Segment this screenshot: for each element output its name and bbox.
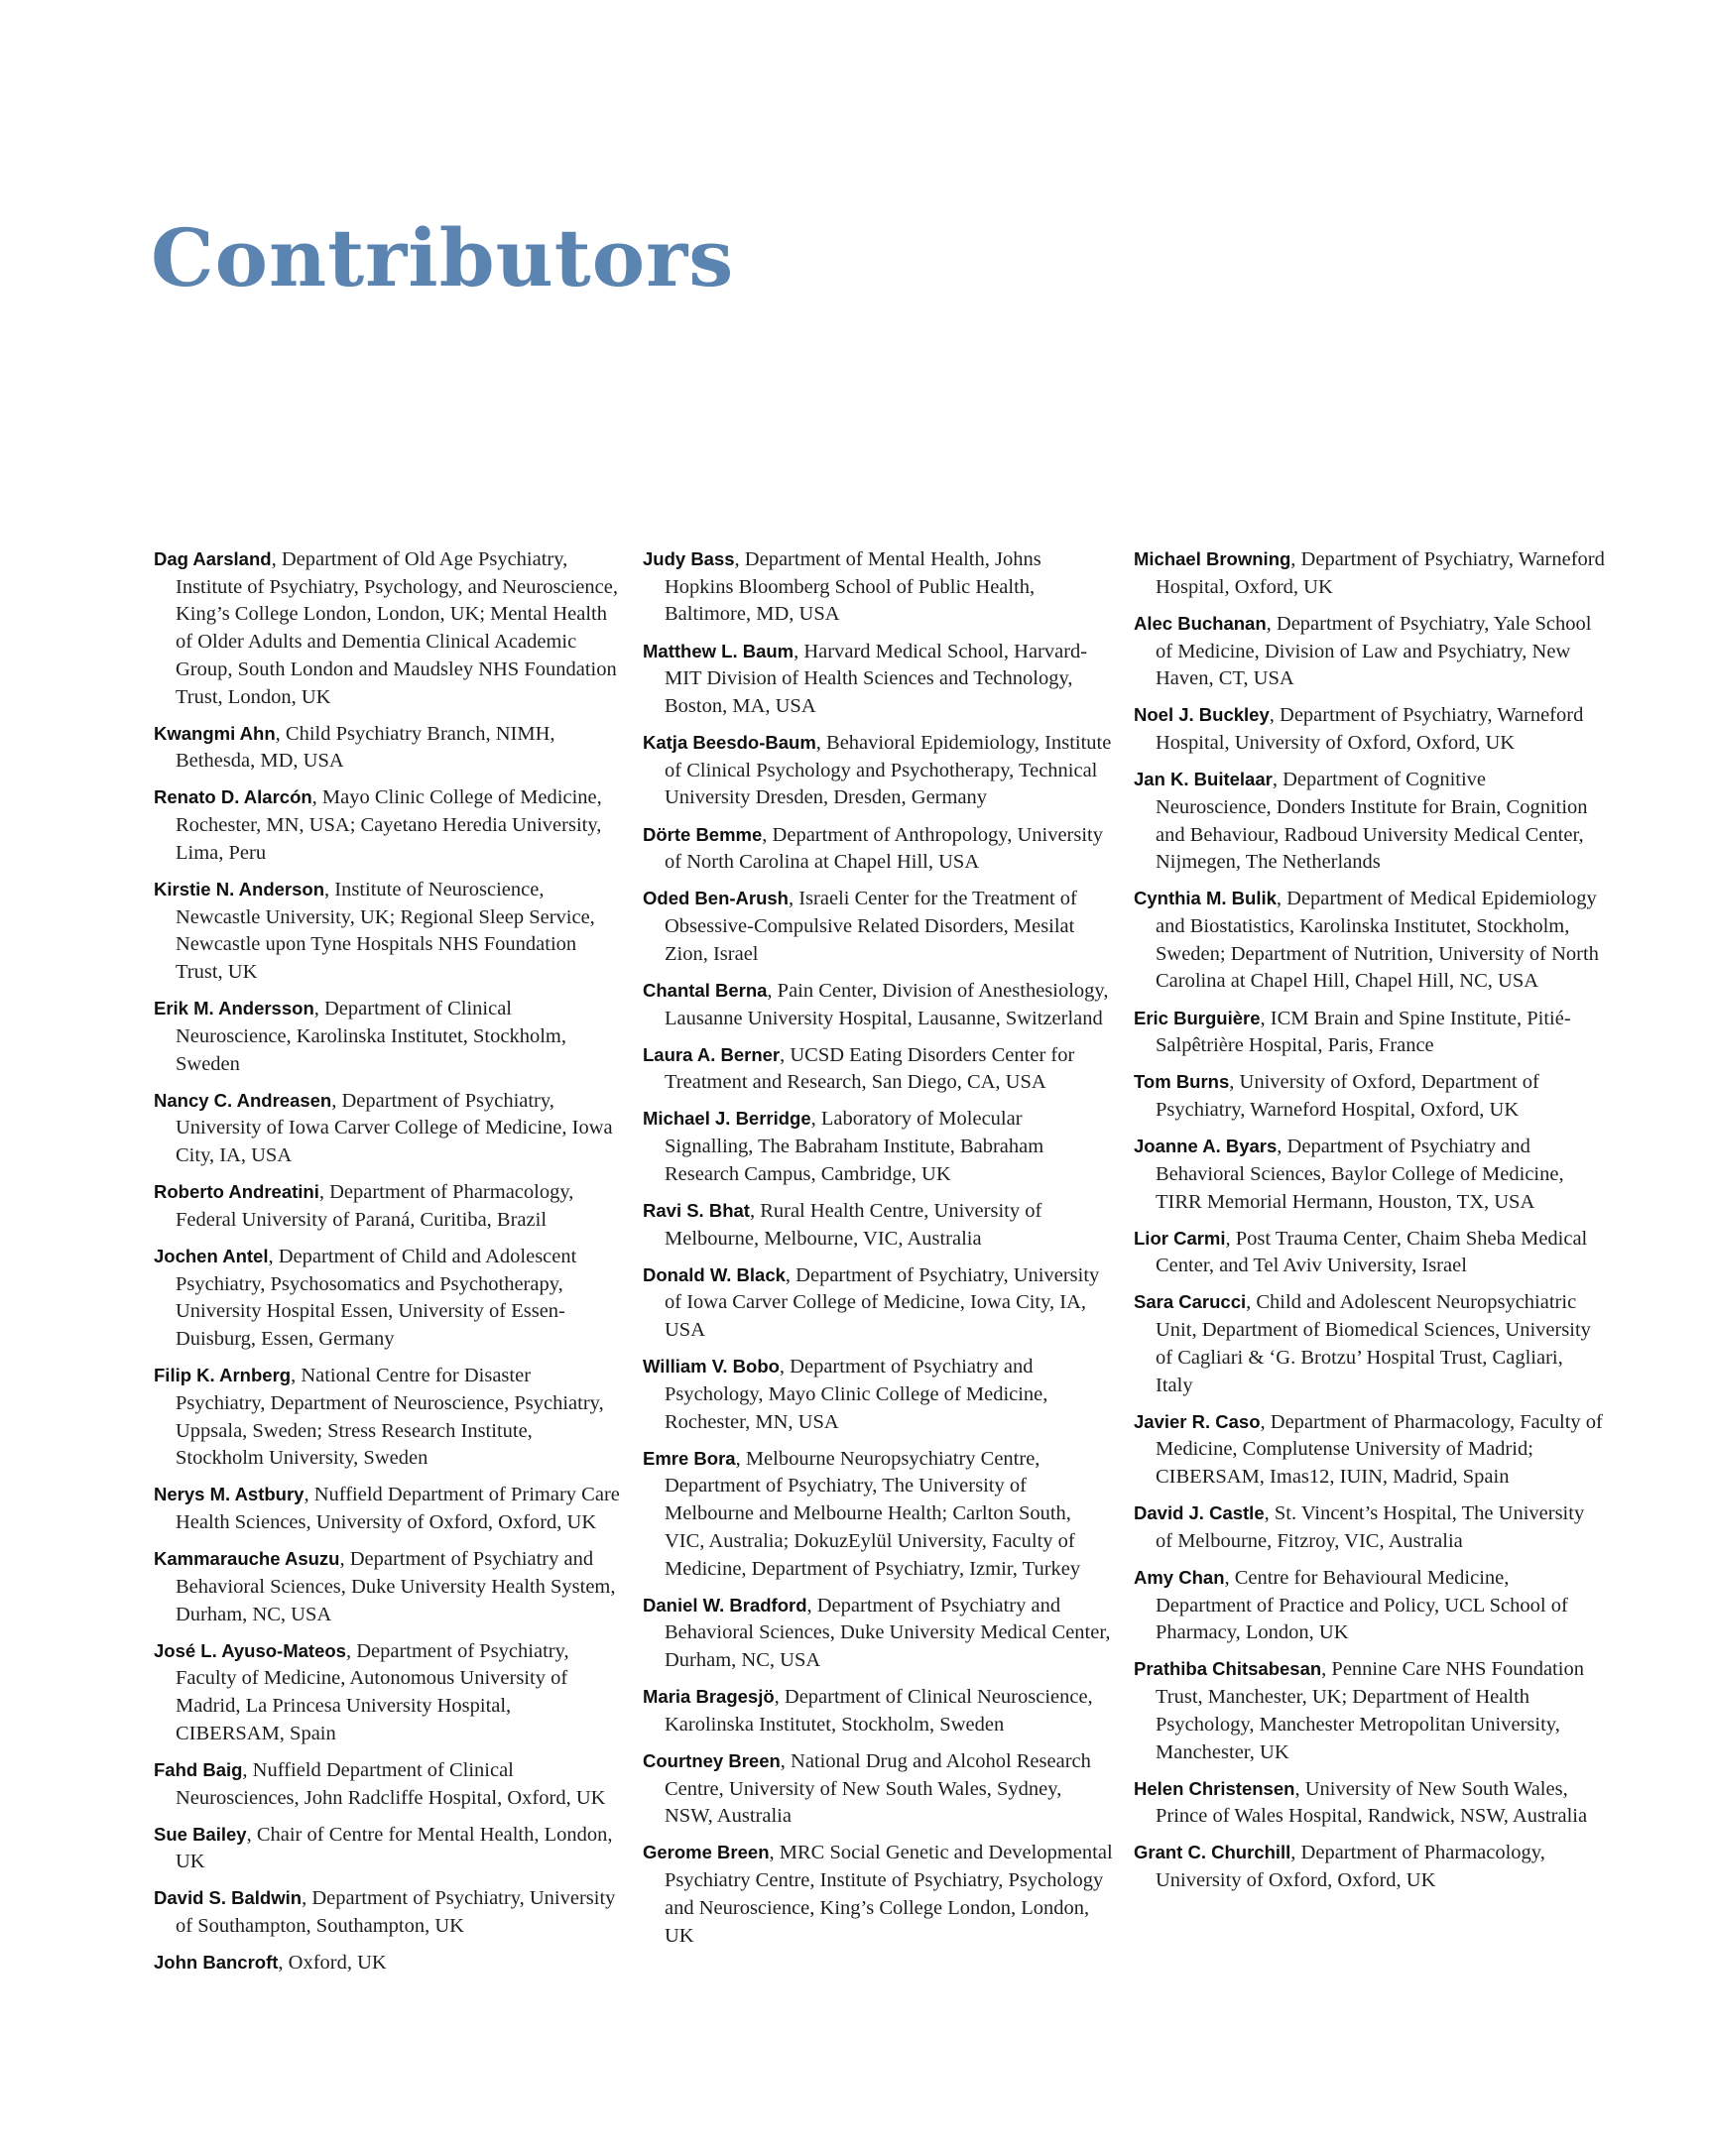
contributor-name: Judy Bass xyxy=(643,548,735,569)
contributor-entry xyxy=(1134,545,1605,601)
contributor-entry xyxy=(1134,1225,1605,1280)
contributor-name: Kwangmi Ahn xyxy=(154,722,276,744)
contributor-entry xyxy=(154,1545,625,1628)
contributor-affiliation: , Child Psychiatry Branch, NIMH, Bethesda, MD, USA xyxy=(176,722,555,773)
contributor-entry xyxy=(1134,1288,1605,1399)
contributor-name: Jochen Antel xyxy=(154,1245,269,1266)
contributor-affiliation: , Department of Clinical Neuroscience, Karolinska Institutet, Stockholm, Sweden xyxy=(665,1686,1093,1736)
contributor-affiliation: , Israeli Center for the Treatment of Obsessive-Compulsive Related Disorders, Mesilat Zion, Israel xyxy=(665,888,1077,965)
contributor-entry xyxy=(1134,885,1605,996)
contributor-entry xyxy=(1134,701,1605,757)
contributor-affiliation: , Department of Psychiatry, Yale School of Medicine, Division of Law and Psychiatry, New Haven, CT, USA xyxy=(1156,612,1592,690)
contributor-name: Alec Buchanan xyxy=(1134,612,1267,634)
contributor-name: Fahd Baig xyxy=(154,1758,243,1780)
contributor-entry xyxy=(154,783,625,867)
contributor-name: Courtney Breen xyxy=(643,1749,781,1771)
contributor-entry xyxy=(643,1683,1114,1738)
contributor-entry xyxy=(643,1041,1114,1097)
contributor-affiliation: , Nuffield Department of Clinical Neurosciences, John Radcliffe Hospital, Oxford, UK xyxy=(176,1758,606,1809)
contributor-entry xyxy=(154,1481,625,1536)
contributor-name: John Bancroft xyxy=(154,1952,279,1974)
contributor-affiliation: , Department of Medical Epidemiology and Biostatistics, Karolinska Institutet, Stockholm, Sweden; Department of Nutrition, University of North Carolina at Chapel Hill, Chapel Hill, NC, USA xyxy=(1156,888,1599,993)
contributor-affiliation: , Department of Old Age Psychiatry, Institute of Psychiatry, Psychology, and Neuroscience, King’s College London, London, UK; Mental Health of Older Adults and Dementia Clinical Academic Group, South London and Maudsley NHS Foundation Trust, London, UK xyxy=(176,548,618,708)
contributor-name: Joanne A. Byars xyxy=(1134,1136,1278,1157)
contributor-name: Oded Ben-Arush xyxy=(643,888,789,909)
contributor-entry xyxy=(1134,1005,1605,1060)
contributor-entry xyxy=(154,1884,625,1940)
contributor-affiliation: , Department of Psychiatry, Faculty of Medicine, Autonomous University of Madrid, La Princesa University Hospital, CIBERSAM, Spain xyxy=(176,1639,569,1744)
contributor-name: Helen Christensen xyxy=(1134,1777,1295,1799)
contributor-entry xyxy=(1134,1839,1605,1894)
contributor-affiliation: , Department of Psychiatry and Behavioral Sciences, Duke University Health System, Durham, NC, USA xyxy=(176,1548,616,1625)
contributor-entry xyxy=(643,885,1114,968)
contributor-affiliation: , Child and Adolescent Neuropsychiatric Unit, Department of Biomedical Sciences, University of Cagliari & ‘G. Brotzu’ Hospital Trust, Cagliari, Italy xyxy=(1156,1291,1591,1396)
contributor-name: Tom Burns xyxy=(1134,1071,1230,1093)
contributors-column-3 xyxy=(1134,545,1605,1903)
contributor-name: Erik M. Andersson xyxy=(154,998,314,1019)
contributor-name: Renato D. Alarcón xyxy=(154,786,312,808)
contributor-name: Michael Browning xyxy=(1134,548,1291,569)
contributor-entry xyxy=(643,1105,1114,1188)
contributor-name: Ravi S. Bhat xyxy=(643,1199,750,1221)
contributor-name: Maria Bragesjö xyxy=(643,1686,775,1708)
contributor-name: Emre Bora xyxy=(643,1447,736,1469)
contributor-entry xyxy=(1134,1655,1605,1766)
contributor-affiliation: , Centre for Behavioural Medicine, Department of Practice and Policy, UCL School of Pharmacy, London, UK xyxy=(1156,1566,1568,1644)
contributor-name: Nerys M. Astbury xyxy=(154,1484,305,1505)
contributor-name: Eric Burguière xyxy=(1134,1007,1261,1028)
contributor-entry xyxy=(643,638,1114,721)
contributor-entry xyxy=(1134,1499,1605,1555)
contributor-affiliation: , Pain Center, Division of Anesthesiology, Lausanne University Hospital, Lausanne, Switzerland xyxy=(665,979,1109,1029)
contributor-entry xyxy=(154,1756,625,1812)
contributor-affiliation: , Institute of Neuroscience, Newcastle University, UK; Regional Sleep Service, Newcastle upon Tyne Hospitals NHS Foundation Trust, UK xyxy=(176,878,595,984)
contributor-affiliation: , Department of Psychiatry and Psychology, Mayo Clinic College of Medicine, Rochester, MN, USA xyxy=(665,1356,1048,1433)
contributor-affiliation: , Oxford, UK xyxy=(278,1952,387,1975)
contributor-affiliation: , Nuffield Department of Primary Care Health Sciences, University of Oxford, Oxford, UK xyxy=(176,1484,620,1534)
contributor-name: Chantal Berna xyxy=(643,979,768,1001)
contributor-name: Filip K. Arnberg xyxy=(154,1365,292,1386)
contributor-entry xyxy=(643,1445,1114,1584)
contributor-affiliation: , Department of Cognitive Neuroscience, Donders Institute for Brain, Cognition and Behaviour, Radboud University Medical Center, Nijmegen, The Netherlands xyxy=(1156,769,1588,874)
contributor-name: Daniel W. Bradford xyxy=(643,1594,807,1616)
contributor-name: David S. Baldwin xyxy=(154,1887,303,1909)
contributor-name: Dag Aarsland xyxy=(154,548,272,569)
contributor-affiliation: , National Drug and Alcohol Research Centre, University of New South Wales, Sydney, NSW, Australia xyxy=(665,1749,1091,1828)
contributor-affiliation: , Department of Child and Adolescent Psychiatry, Psychosomatics and Psychotherapy, University Hospital Essen, University of Essen-Duisburg, Essen, Germany xyxy=(176,1245,577,1351)
contributor-affiliation: , Mayo Clinic College of Medicine, Rochester, MN, USA; Cayetano Heredia University, Lima, Peru xyxy=(176,786,602,864)
contributor-name: Katja Beesdo-Baum xyxy=(643,732,816,753)
contributor-entry xyxy=(1134,1133,1605,1216)
contributor-name: Matthew L. Baum xyxy=(643,640,794,661)
contributor-name: Roberto Andreatini xyxy=(154,1181,319,1203)
contributor-name: David J. Castle xyxy=(1134,1502,1265,1524)
contributor-entry xyxy=(643,545,1114,629)
contributor-affiliation: , UCSD Eating Disorders Center for Treatment and Research, San Diego, CA, USA xyxy=(665,1043,1075,1094)
contributor-affiliation: , ICM Brain and Spine Institute, Pitié-Salpêtrière Hospital, Paris, France xyxy=(1156,1007,1571,1057)
contributors-column-1 xyxy=(154,545,625,1985)
contributor-affiliation: , Department of Pharmacology, Federal University of Paraná, Curitiba, Brazil xyxy=(176,1181,574,1231)
contributor-name: Lior Carmi xyxy=(1134,1227,1226,1249)
contributor-affiliation: , Department of Pharmacology, Faculty of Medicine, Complutense University of Madrid; CIBERSAM, Imas12, IUIN, Madrid, Spain xyxy=(1156,1410,1603,1488)
contributor-entry xyxy=(154,1087,625,1170)
contributor-affiliation: , Department of Psychiatry, Warneford Hospital, Oxford, UK xyxy=(1156,548,1605,598)
contributor-name: Noel J. Buckley xyxy=(1134,704,1270,726)
contributor-name: Nancy C. Andreasen xyxy=(154,1089,332,1111)
contributor-affiliation: , National Centre for Disaster Psychiatry, Department of Neuroscience, Psychiatry, Uppsala, Sweden; Stress Research Institute, Stockholm University, Sweden xyxy=(176,1365,604,1470)
contributor-entry xyxy=(643,1261,1114,1345)
contributor-name: Dörte Bemme xyxy=(643,823,763,845)
contributor-affiliation: , Harvard Medical School, Harvard-MIT Division of Health Sciences and Technology, Boston, MA, USA xyxy=(665,640,1088,717)
contributor-affiliation: , University of Oxford, Department of Psychiatry, Warneford Hospital, Oxford, UK xyxy=(1156,1071,1539,1121)
contributor-affiliation: , Department of Psychiatry, University of Southampton, Southampton, UK xyxy=(176,1887,616,1938)
contributor-affiliation: , Post Trauma Center, Chaim Sheba Medical Center, and Tel Aviv University, Israel xyxy=(1156,1227,1588,1277)
contributor-affiliation: , St. Vincent’s Hospital, The University of Melbourne, Fitzroy, VIC, Australia xyxy=(1156,1502,1585,1552)
contributor-entry xyxy=(643,1592,1114,1675)
contributor-entry xyxy=(643,977,1114,1032)
contributor-affiliation: , Department of Psychiatry, University of Iowa Carver College of Medicine, Iowa City, IA, USA xyxy=(665,1263,1100,1342)
contributor-affiliation: , Department of Anthropology, University of North Carolina at Chapel Hill, USA xyxy=(665,823,1103,874)
contributor-entry xyxy=(643,1839,1114,1950)
contributor-name: Cynthia M. Bulik xyxy=(1134,888,1277,909)
contributor-name: Laura A. Berner xyxy=(643,1043,781,1065)
contributor-affiliation: , Department of Clinical Neuroscience, Karolinska Institutet, Stockholm, Sweden xyxy=(176,998,566,1075)
contributor-affiliation: , Chair of Centre for Mental Health, London, UK xyxy=(176,1823,613,1873)
contributor-name: José L. Ayuso-Mateos xyxy=(154,1639,346,1661)
contributors-column-2 xyxy=(643,545,1114,1959)
contributor-affiliation: , Rural Health Centre, University of Melbourne, Melbourne, VIC, Australia xyxy=(665,1199,1042,1250)
contributor-name: William V. Bobo xyxy=(643,1356,780,1377)
contributor-entry xyxy=(154,1637,625,1748)
contributor-entry xyxy=(154,1178,625,1234)
contributor-entry xyxy=(1134,1408,1605,1492)
contributor-name: Gerome Breen xyxy=(643,1842,770,1863)
contributor-entry xyxy=(1134,1068,1605,1124)
contributor-name: Donald W. Black xyxy=(643,1263,786,1285)
contributor-entry xyxy=(643,1353,1114,1436)
contributor-entry xyxy=(154,720,625,776)
contributor-name: Amy Chan xyxy=(1134,1566,1225,1588)
contributor-affiliation: , Department of Psychiatry and Behavioral Sciences, Duke University Medical Center, Durham, NC, USA xyxy=(665,1594,1111,1671)
contributor-name: Jan K. Buitelaar xyxy=(1134,769,1273,790)
contributor-entry xyxy=(643,729,1114,812)
contributor-affiliation: , Department of Psychiatry and Behavioral Sciences, Baylor College of Medicine, TIRR Memorial Hermann, Houston, TX, USA xyxy=(1156,1136,1564,1213)
contributor-entry xyxy=(154,1821,625,1876)
contributor-affiliation: , University of New South Wales, Prince of Wales Hospital, Randwick, NSW, Australia xyxy=(1156,1777,1588,1828)
contributor-affiliation: , Department of Mental Health, Johns Hopkins Bloomberg School of Public Health, Baltimore, MD, USA xyxy=(665,548,1041,626)
contributor-name: Michael J. Berridge xyxy=(643,1108,811,1130)
contributor-name: Sue Bailey xyxy=(154,1823,247,1845)
contributor-affiliation: , MRC Social Genetic and Developmental Psychiatry Centre, Institute of Psychiatry, Psychology and Neuroscience, King’s College London, London, UK xyxy=(665,1842,1113,1947)
contributor-affiliation: , Department of Psychiatry, University of Iowa Carver College of Medicine, Iowa City, IA, USA xyxy=(176,1089,613,1167)
contributor-entry xyxy=(643,1747,1114,1831)
contributor-entry xyxy=(1134,1775,1605,1831)
contributor-entry xyxy=(643,1197,1114,1253)
contributor-affiliation: , Department of Psychiatry, Warneford Hospital, University of Oxford, Oxford, UK xyxy=(1156,704,1584,754)
contributor-affiliation: , Laboratory of Molecular Signalling, The Babraham Institute, Babraham Research Campus, Cambridge, UK xyxy=(665,1108,1044,1185)
contributor-entry xyxy=(1134,1564,1605,1647)
contributor-entry xyxy=(154,995,625,1078)
contributor-name: Grant C. Churchill xyxy=(1134,1842,1291,1863)
contributor-entry xyxy=(1134,610,1605,693)
contributor-name: Javier R. Caso xyxy=(1134,1410,1261,1432)
contributor-entry xyxy=(154,1362,625,1473)
contributor-affiliation: , Pennine Care NHS Foundation Trust, Manchester, UK; Department of Health Psychology, Manchester Metropolitan University, Manchester, UK xyxy=(1156,1658,1584,1763)
contributor-name: Kammarauche Asuzu xyxy=(154,1548,340,1570)
page-title: Contributors xyxy=(151,211,735,304)
contributor-name: Sara Carucci xyxy=(1134,1291,1247,1313)
contributor-affiliation: , Department of Pharmacology, University of Oxford, Oxford, UK xyxy=(1156,1842,1545,1892)
contributor-entry xyxy=(154,1243,625,1354)
contributor-name: Kirstie N. Anderson xyxy=(154,878,325,899)
contributor-entry xyxy=(154,545,625,711)
contributor-affiliation: , Melbourne Neuropsychiatry Centre, Department of Psychiatry, The University of Melbourne and Melbourne Health; Carlton South, VIC, Australia; DokuzEylül University, Faculty of Medicine, Department of Psychiatry, Izmir, Turkey xyxy=(665,1447,1081,1580)
contributor-name: Prathiba Chitsabesan xyxy=(1134,1658,1322,1680)
contributor-entry xyxy=(154,876,625,987)
contributor-entry xyxy=(643,821,1114,877)
contributor-entry xyxy=(1134,766,1605,877)
contributor-entry xyxy=(154,1949,625,1977)
contributor-affiliation: , Behavioral Epidemiology, Institute of Clinical Psychology and Psychotherapy, Technical University Dresden, Dresden, Germany xyxy=(665,732,1112,809)
